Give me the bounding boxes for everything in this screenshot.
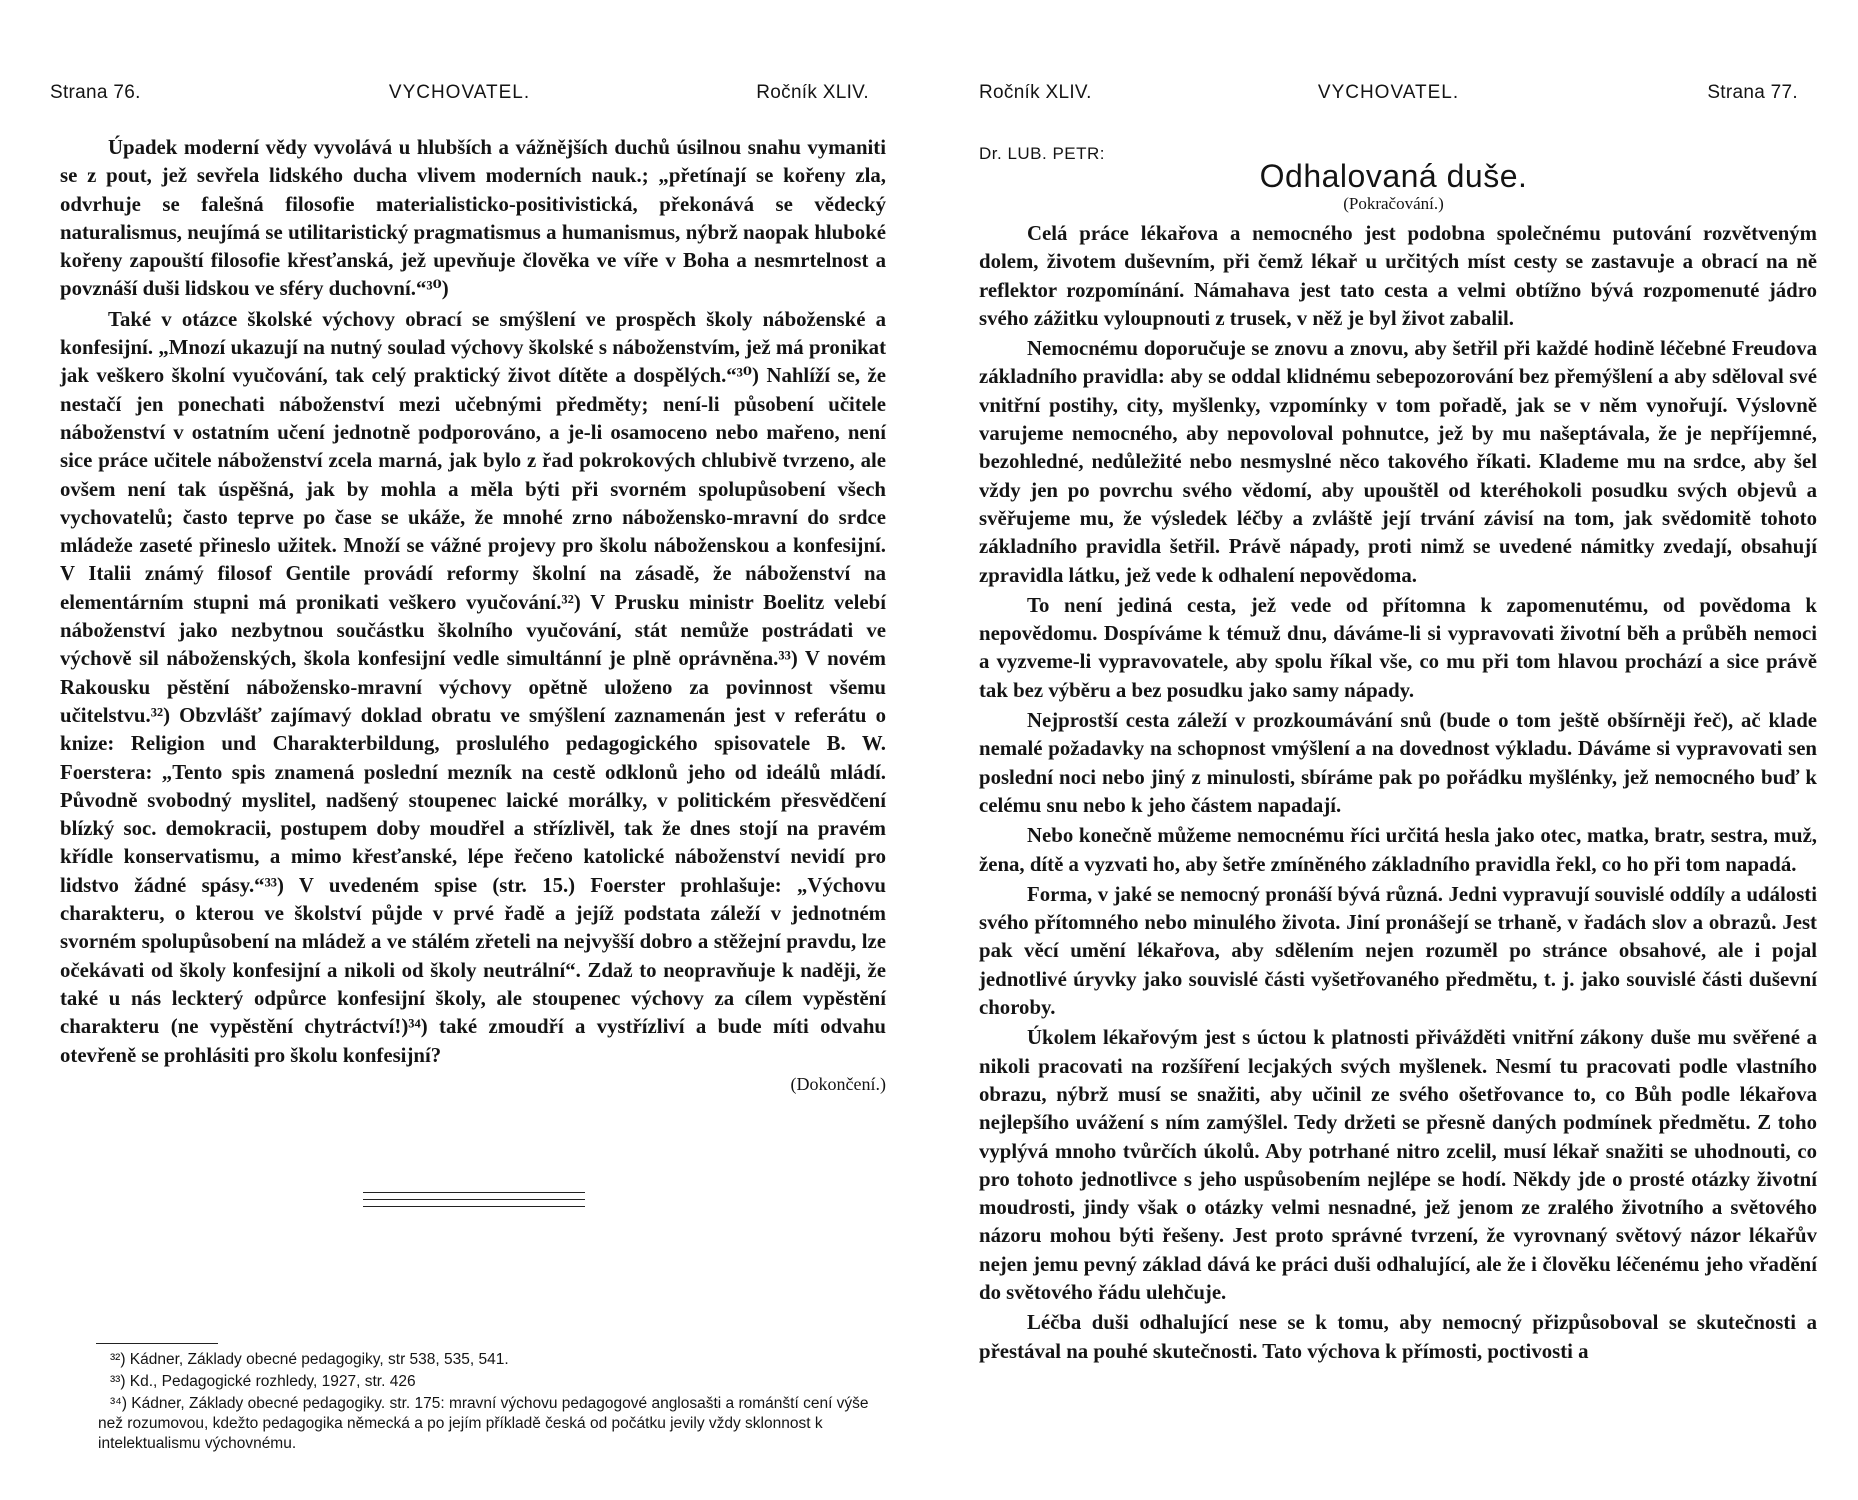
left-body-text — [60, 134, 886, 1098]
right-page — [929, 0, 1858, 1500]
paragraph: To není jediná cesta, jež vede od přítomna k zapomenutému, od povědoma k nepovědomu. Dospíváme k témuž dnu, dáváme-li si vypravovati životní běh a průběh nemoci a vyzveme-li vypravovatele, aby spolu říkal vše, co mu při tom hlavou prochází a sice právě tak bez výběru a bez posudku jako samy nápady. — [979, 593, 1817, 702]
paragraph: Úkolem lékařovým jest s úctou k platnosti přivážděti vnitřní zákony duše mu svěřené a nikoli pracovati na rozšíření lecjakých svých myšlenek. Nesmí tu pracovati podle vlastního obrazu, nýbrž musí se snažiti, aby učinil ze svého ošetřovance to, co Bůh podle lékařova nejlepšího uvážení s ním zamýšlel. Tedy držeti se přesně daných podmínek předmětu. Z toho vyplývá mnoho tvůrčích úkolů. Aby potrhané nitro zcelil, musí lékař snažiti se uhodnouti, co pro tohoto jednotlivce s jeho uspůsobením nejlépe se hodí. Někdy jde o prosté otázky životní moudrosti, jindy však o otázky velmi nesnadné, jež jenom ze zralého životního a světového názoru mohou býti řešeny. Jest proto správné tvrzení, že vyrovnaný světový názor lékařův nejen jemu pevný základ dává ke práci duši odhalující, ale že i člověku léčenému jeho vřadění do světového řádu ulehčuje. — [979, 1026, 1817, 1304]
paragraph: Forma, v jaké se nemocný pronáší bývá různá. Jedni vypravují souvislé oddíly a události svého přítomného nebo minulého života. Jiní pronášejí se trhaně, v řadách slov a obrazů. Jest pak věcí umění lékařova, aby sdělením nejen rozuměl po stránce obsahové, ale i pojal jednotlivé úryvky jako souvislé části vyšetřovaného předmětu, t. j. jako souvislé části duševní choroby. — [979, 882, 1817, 1020]
footnote: ³²) Kádner, Základy obecné pedagogiky, str 538, 535, 541. — [110, 1351, 509, 1368]
paragraph: Celá práce lékařova a nemocného jest podobna společnému putování rozvětveným dolem, životem duševním, při čemž lékař u určitých míst cesty se zastavuje a obrací na ně reflektor rozpomínání. Námahava jest tato cesta a velmi obtížno bývá rozpomenuté jádro svého zážitku vyloupnouti z trusek, v něž je byl život zabalil. — [979, 222, 1817, 330]
volume-label: Ročník XLIV. — [756, 82, 869, 103]
running-head-right — [979, 82, 1798, 106]
continued-note: (Pokračování.) — [1343, 194, 1444, 213]
footnote: ³³) Kd., Pedagogické rozhledy, 1927, str. 426 — [110, 1373, 416, 1390]
footnotes — [98, 1350, 888, 1456]
running-head-left — [50, 82, 869, 106]
right-body-text — [979, 220, 1817, 1368]
page-number: Strana 77. — [1707, 82, 1798, 103]
footnote: ³⁴) Kádner, Základy obecné pedagogiky. str. 175: mravní výchovu pedagogové anglosašti a románští cení výše než rozumovou, kdežto pedagogika německá a po jejím příkladě česká od počátku jevily vždy sklonnost k intelektualismu výchovnému. — [98, 1395, 869, 1452]
paragraph: Nejprostší cesta záleží v prozkoumávání snů (bude o tom ještě obšírněji řeč), ač klade nemalé požadavky na schopnost vmýšlení a na dovednost výkladu. Dáváme si vypravovati sen poslední noci nebo jiný z minulosti, sbíráme pak po pořádku myšlénky, jež nemocného buď k celému snu nebo k jeho částem napadají. — [979, 709, 1817, 817]
paragraph: Nebo konečně můžeme nemocnému říci určitá hesla jako otec, matka, bratr, sestra, muž, žena, dítě a vyzvati ho, aby šetře zmíněného základního pravidla řekl, co ho při tom napadá. — [979, 824, 1817, 876]
paragraph: Úpadek moderní vědy vyvolává u hlubších a vážnějších duchů úsilnou snahu vymaniti se z pout, jež sevřela lidského ducha vlivem moderních nauk.; „přetínají se kořeny zla, odvrhuje se falešná filosofie materialisticko-positivistická, překonává se vědecký naturalismus, neujímá se utilitaristický pragmatismus a humanismus, nýbrž naopak hluboké kořeny zapouští filosofie křesťanská, jež upevňuje člověka ve víře v Boha a nesmrtelnost a povznáší duši lidskou ve sféry duchovní.“³⁰) — [60, 136, 886, 301]
paragraph: Nemocnému doporučuje se znovu a znovu, aby šetřil při každé hodině léčebné Freudova základního pravidla: aby se oddal klidnému sebepozorování bez přemýšlení a aby sděloval své vnitřní postihy, city, myšlenky, vzpomínky v tom pořadě, jak se v něm vynořují. Výslovně varujeme nemocného, aby nepovoloval pohnutce, jež by mu našeptávala, že je nepříjemné, bezohledné, nedůležité nebo nesmyslné něco takového říkati. Klademe mu na srdce, aby šel vždy jen po povrchu svého vědomí, aby upouštěl od kteréhokoli posudku svých objevů a svěřujeme mu, že výsledek léčby a zvláště její trvání závisí na tom, jak svědomitě tohoto základního pravidla šetřil. Právě nápady, proti nimž se uvedené námitky zvedají, obsahují zpravidla látku, jež vede k odhalení nepovědoma. — [979, 337, 1817, 587]
article-author: Dr. LUB. PETR: — [979, 144, 1106, 163]
volume-label: Ročník XLIV. — [979, 82, 1092, 103]
article-title: Odhalovaná duše. — [1259, 158, 1528, 194]
paragraph: Léčba duši odhalující nese se k tomu, aby nemocný přizpůsoboval se skutečnosti a přestával na pouhé skutečnosti. Tato výchova k přímosti, poctivosti a — [979, 1311, 1817, 1363]
page-number: Strana 76. — [50, 82, 141, 103]
paragraph: Také v otázce školské výchovy obrací se smýšlení ve prospěch školy náboženské a konfesijní. „Mnozí ukazují na nutný soulad výchovy školské s náboženstvím, jež má pronikat jak veškero školní vyučování, tak celý praktický život dítěte a dospělých.“³⁰) Nahlíží se, že nestačí jen ponechati náboženství mezi učebnými předměty; není-li působení učitele náboženství v ostatním učení jednotně podporováno, a je-li osamoceno nebo mařeno, není sice práce učitele náboženství zcela marná, jak bylo z řad pokrokových chlubivě tvrzeno, ale ovšem není tak úspěšná, jak by mohla a měla býti při svorném spolupůsobení všech vychovatelů; často teprve po čase se ukáže, že mnohé zrno nábožensko-mravní do srdce mládeže zaseté přineslo užitek. Množí se vážné projevy pro školu náboženskou a konfesijní. V Italii známý filosof Gentile provádí reformy školní na zásadě, že náboženství na elementárním stupni má pronikati veškero vyučování.³²) V Prusku ministr Boelitz velebí náboženství jako nezbytnou součástku školního vyučování, stát nemůže postrádati ve výchově sil náboženských, škola konfesijní vedle simultánní je plně oprávněna.³³) V novém Rakousku pěstění nábožensko-mravní výchovy opětně uloženo za povinnost všemu učitelstvu.³²) Obzvlášť zajímavý doklad obratu ve smýšlení zaznamenán jest v referátu o knize: Religion und Charakterbildung, proslulého pedagogického spisovatele B. W. Foerstera: „Tento spis znamená poslední mezník na cestě odklonů jeho od ideálů mládí. Původně svobodný myslitel, nadšený stoupenec laické morálky, v politickém přesvědčení blízký soc. demokracii, postupem doby moudřel a střízlivěl, tak že dnes stojí na pravém křídle konservatismu, a mimo křesťanské, lépe řečeno katolické náboženství nevidí pro lidstvo žádné spásy.“³³) V uvedeném spise (str. 15.) Foerster prohlašuje: „Výchovu charakteru, o kterou ve školství půjde v prvé řadě a jejíž podstata záleží v jednotném svorném spolupůsobení na mládež a ve stálém zřeteli na nejvyšší dobro a stěžejní pravdu, lze očekávati od školy konfesijní a nikoli od školy neutrální“. Zdaž to neopravňuje k naději, že také u nás leckterý odpůrce konfesijní školy, ale stoupenec výchovy za cílem vypěstění charakteru (ne vypěstění chytráctví!)³⁴) také zmoudří a vystřízliví a bude míti odvahu otevřeně se prohlásiti pro školu konfesijní? — [60, 307, 886, 1067]
journal-title: VYCHOVATEL. — [388, 82, 531, 103]
section-end-rule — [363, 1192, 585, 1213]
footnote-rule — [96, 1343, 218, 1344]
journal-title: VYCHOVATEL. — [1317, 82, 1460, 103]
continuation-note: (Dokončení.) — [790, 1073, 886, 1094]
